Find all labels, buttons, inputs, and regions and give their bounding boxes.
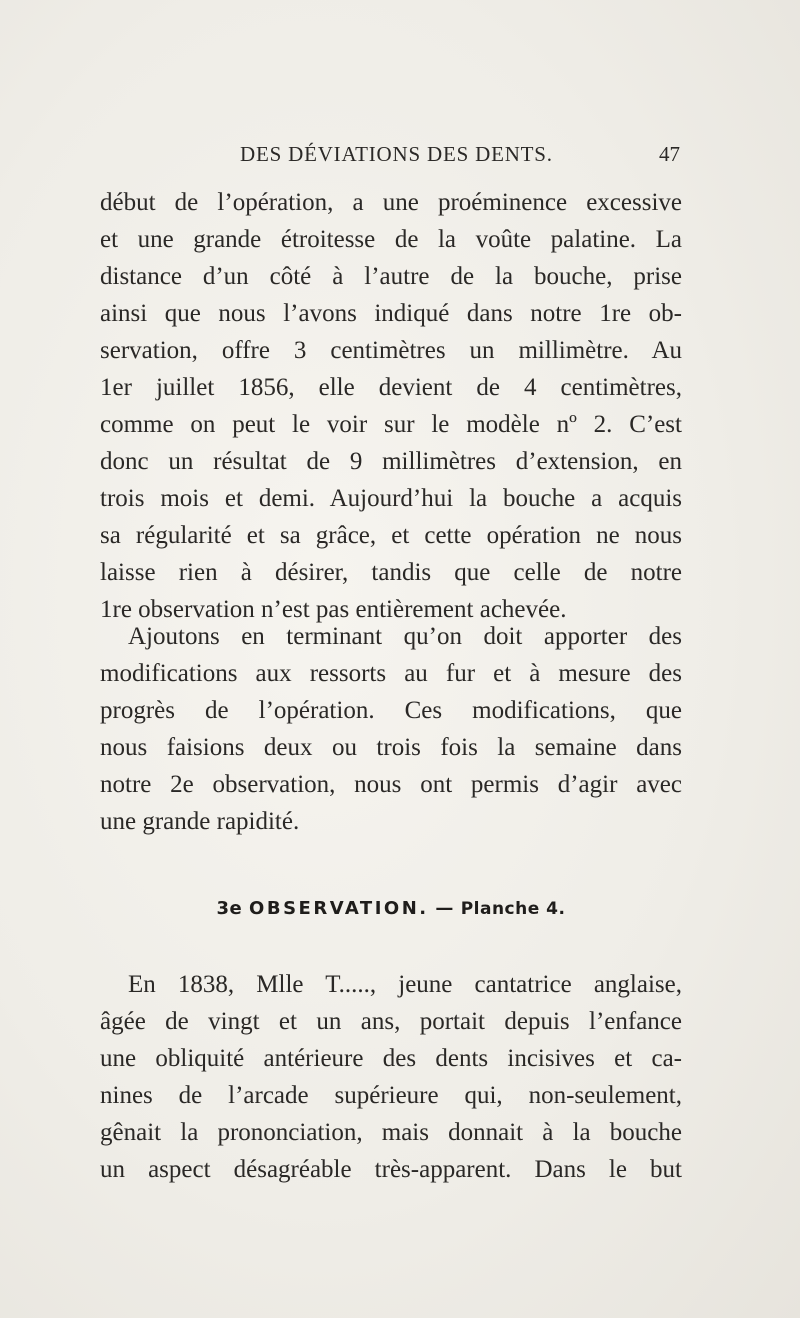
text-line: nous faisions deux ou trois fois la semaine dans [100, 734, 682, 761]
heading-separator: — [435, 898, 454, 919]
page-number: 47 [659, 142, 680, 166]
text-line: 1re observation n’est pas entièrement achevée. [100, 596, 567, 623]
text-line: une grande rapidité. [100, 808, 300, 835]
text-line: distance d’un côté à l’autre de la bouche, prise [100, 263, 682, 290]
text-line: modifications aux ressorts au fur et à mesure des [100, 660, 682, 687]
paragraph-ajoutons [100, 618, 682, 840]
text-line: 1er juillet 1856, elle devient de 4 centimètres, [100, 374, 682, 401]
text-line: notre 2e observation, nous ont permis d’agir avec [100, 771, 682, 798]
text-line: sa régularité et sa grâce, et cette opération ne nous [100, 522, 682, 549]
text-line: âgée de vingt et un ans, portait depuis l’enfance [100, 1008, 682, 1035]
observation-number: 3e [216, 898, 243, 919]
text-line: nines de l’arcade supérieure qui, non-seulement, [100, 1082, 682, 1109]
plate-reference: Planche 4. [460, 899, 566, 919]
text-line: ainsi que nous l’avons indiqué dans notre 1re ob- [100, 300, 682, 327]
text-line: début de l’opération, a une proéminence excessive [100, 189, 682, 216]
paragraph-observation-3 [100, 966, 682, 1188]
running-title: DES DÉVIATIONS DES DENTS. [240, 142, 553, 166]
text-line: progrès de l’opération. Ces modifications, que [100, 697, 682, 724]
running-head [100, 138, 682, 170]
text-line: un aspect désagréable très-apparent. Dans le but [100, 1156, 682, 1183]
text-line: gênait la prononciation, mais donnait à la bouche [100, 1119, 682, 1146]
section-heading [100, 898, 682, 919]
text-line: laisse rien à désirer, tandis que celle de notre [100, 559, 682, 586]
text-line: Ajoutons en terminant qu’on doit apporter des [128, 623, 682, 650]
text-line: et une grande étroitesse de la voûte palatine. La [100, 226, 682, 253]
text-line: comme on peut le voir sur le modèle nº 2. C’est [100, 411, 682, 438]
text-line: servation, offre 3 centimètres un millimètre. Au [100, 337, 682, 364]
text-line: donc un résultat de 9 millimètres d’extension, en [100, 448, 682, 475]
text-line: En 1838, Mlle T....., jeune cantatrice anglaise, [128, 971, 682, 998]
text-line: trois mois et demi. Aujourd’hui la bouche a acquis [100, 485, 682, 512]
paragraph-continuation [100, 184, 682, 628]
text-line: une obliquité antérieure des dents incisives et ca- [100, 1045, 682, 1072]
observation-label: OBSERVATION. [249, 898, 429, 919]
